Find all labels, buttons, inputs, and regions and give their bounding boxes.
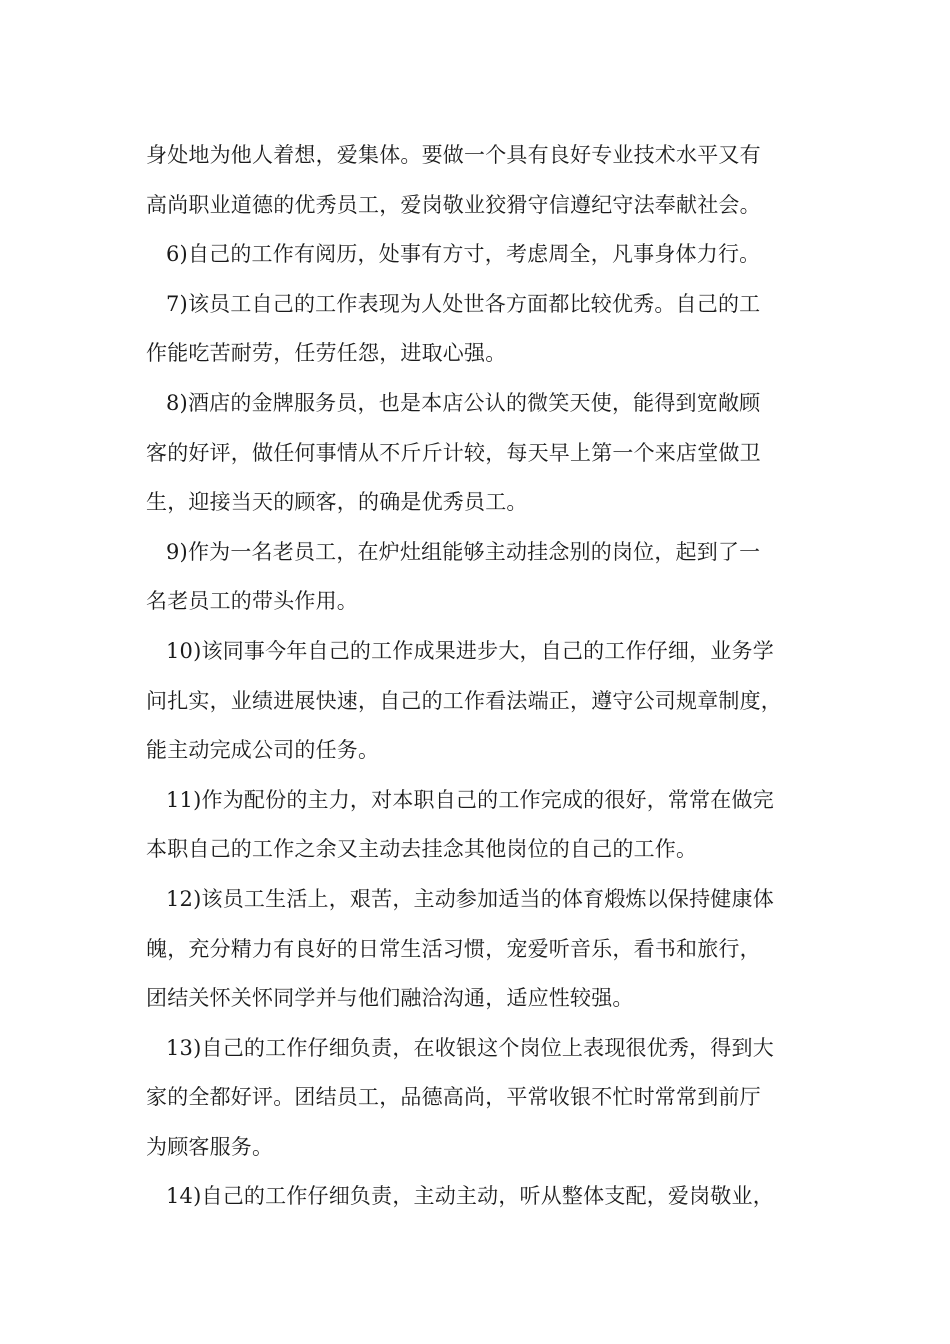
- text-line: 问扎实，业绩进展快速，自己的工作看法端正，遵守公司规章制度，: [146, 688, 782, 713]
- text-line: 能主动完成公司的任务。: [146, 738, 380, 763]
- paragraph-item-13: [146, 1024, 826, 1173]
- paragraph-item-12: [146, 875, 826, 1024]
- text-line: 10)该同事今年自己的工作成果进步大，自己的工作仔细，业务学: [166, 638, 774, 663]
- text-line: 11)作为配份的主力，对本职自己的工作完成的很好，常常在做完: [166, 787, 774, 812]
- text-line: 团结关怀关怀同学并与他们融洽沟通，适应性较强。: [146, 986, 634, 1011]
- paragraph-item-9: [146, 528, 826, 627]
- paragraph-item-14: [146, 1172, 826, 1222]
- text-line: 12)该员工生活上，艰苦，主动参加适当的体育煅炼以保持健康体: [166, 886, 774, 911]
- text-line: 13)自己的工作仔细负责，在收银这个岗位上表现很优秀，得到大: [166, 1035, 774, 1060]
- paragraph-item-11: [146, 776, 826, 875]
- paragraph-item-8: [146, 379, 826, 528]
- paragraph-item-6: [146, 230, 826, 280]
- text-line: 14)自己的工作仔细负责，主动主动，听从整体支配，爱岗敬业，: [166, 1184, 774, 1209]
- text-line: 客的好评，做任何事情从不斤斤计较，每天早上第一个来店堂做卫: [146, 440, 761, 465]
- paragraph-item-10: [146, 627, 826, 776]
- text-line: 8)酒店的金牌服务员，也是本店公认的微笑天使，能得到宽敞顾: [166, 390, 761, 415]
- document-body: [146, 131, 826, 1222]
- paragraph-continued: [146, 131, 826, 230]
- text-line: 为顾客服务。: [146, 1134, 274, 1159]
- text-line: 生，迎接当天的顾客，的确是优秀员工。: [146, 490, 528, 515]
- text-line: 家的全都好评。团结员工，品德高尚，平常收银不忙时常常到前厅: [146, 1085, 761, 1110]
- text-line: 本职自己的工作之余又主动去挂念其他岗位的自己的工作。: [146, 837, 698, 862]
- text-line: 9)作为一名老员工，在炉灶组能够主动挂念别的岗位，起到了一: [166, 539, 761, 564]
- text-line: 6)自己的工作有阅历，处事有方寸，考虑周全，凡事身体力行。: [166, 242, 761, 267]
- text-line: 魄，充分精力有良好的日常生活习惯，宠爱听音乐，看书和旅行，: [146, 936, 761, 961]
- text-line: 作能吃苦耐劳，任劳任怨，进取心强。: [146, 341, 507, 366]
- text-line: 名老员工的带头作用。: [146, 589, 358, 614]
- text-line: 7)该员工自己的工作表现为人处世各方面都比较优秀。自己的工: [166, 291, 761, 316]
- paragraph-item-7: [146, 280, 826, 379]
- text-line: 高尚职业道德的优秀员工，爱岗敬业狡猾守信遵纪守法奉献社会。: [146, 192, 761, 217]
- text-line: 身处地为他人着想，爱集体。要做一个具有良好专业技术水平又有: [146, 143, 761, 167]
